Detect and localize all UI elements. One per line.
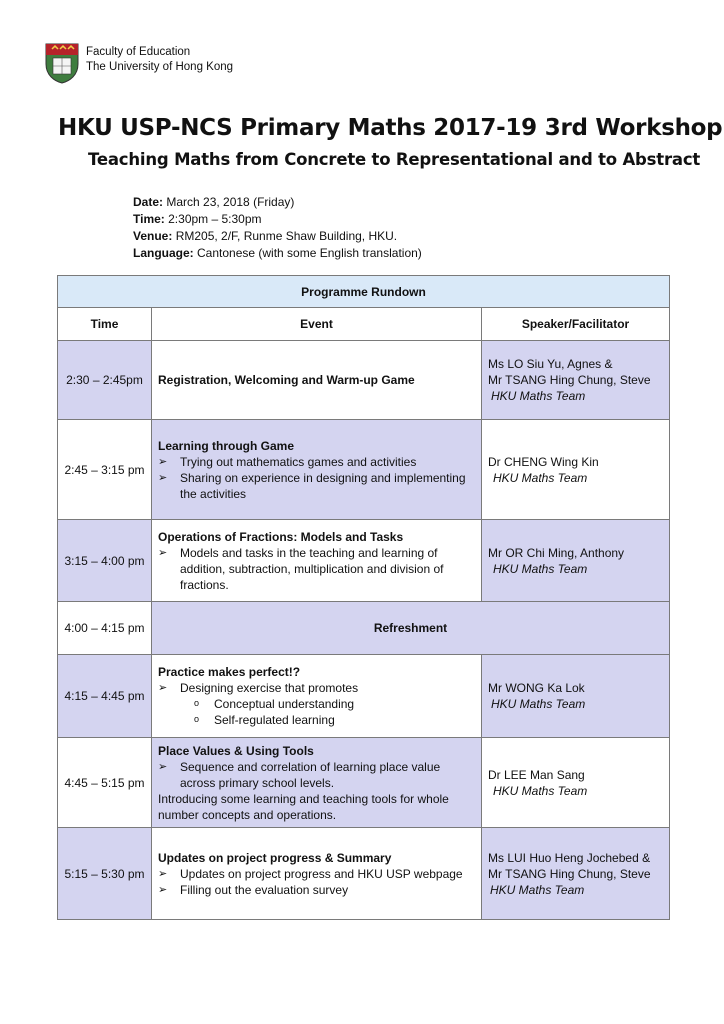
title-row (58, 108, 723, 148)
table-row (58, 520, 670, 602)
faculty-line: Faculty of Education (86, 46, 191, 58)
list-item: o Conceptual understanding (192, 696, 475, 712)
row-time: 4:45 – 5:15 pm (58, 738, 152, 828)
team-name: HKU Maths Team (493, 783, 588, 798)
date-line (133, 194, 422, 211)
refreshment-cell: Refreshment (152, 602, 670, 655)
time-line (133, 211, 422, 228)
table-row (58, 341, 670, 420)
row-event-title: Learning through Game (158, 438, 295, 453)
table-row (58, 602, 670, 655)
list-item: o Self-regulated learning (192, 712, 475, 728)
row-event-title: Updates on project progress & Summary (158, 850, 392, 865)
row-event (152, 828, 482, 920)
row-speaker (482, 341, 670, 420)
table-row (58, 655, 670, 738)
row-time: 2:30 – 2:45pm (58, 341, 152, 420)
team-name: HKU Maths Team (491, 389, 586, 403)
date-label: Date: (133, 195, 164, 209)
list-item: ➢ Filling out the evaluation survey (158, 882, 475, 898)
bullet-list (158, 680, 475, 696)
language-line (133, 245, 422, 262)
speaker-name: Mr OR Chi Ming, Anthony (488, 545, 625, 560)
table-caption: Programme Rundown (58, 276, 670, 308)
row-speaker (482, 828, 670, 920)
row-event-title: Practice makes perfect!? (158, 665, 301, 679)
venue-line (133, 228, 422, 245)
list-item: ➢ Updates on project progress and HKU USP webpage (158, 866, 475, 882)
bullet-list (158, 866, 475, 898)
time-value: 2:30pm – 5:30pm (164, 212, 262, 226)
date-value: March 23, 2018 (Friday) (163, 195, 295, 209)
speaker-name: Mr TSANG Hing Chung, Steve (488, 866, 651, 881)
subtitle: Teaching Maths from Concrete to Representational and to Abstract (88, 150, 701, 169)
row-event (152, 738, 482, 828)
list-item: ➢ Sequence and correlation of learning place value across primary school levels. (158, 759, 475, 791)
team-name: HKU Maths Team (493, 561, 588, 576)
row-speaker (482, 655, 670, 738)
row-time: 2:45 – 3:15 pm (58, 420, 152, 520)
row-time: 4:00 – 4:15 pm (58, 602, 152, 655)
team-name: HKU Maths Team (493, 470, 588, 485)
team-name: HKU Maths Team (490, 882, 585, 897)
speaker-name: Mr TSANG Hing Chung, Steve (488, 373, 651, 387)
column-header-row (58, 308, 670, 341)
row-time: 3:15 – 4:00 pm (58, 520, 152, 602)
row-speaker (482, 520, 670, 602)
table-row (58, 738, 670, 828)
list-item: ➢ Trying out mathematics games and activities (158, 454, 475, 470)
hku-crest-icon (44, 42, 80, 84)
list-item: ➢ Models and tasks in the teaching and learning of addition, subtraction, multiplication and division of fractions. (158, 545, 475, 593)
row-event (152, 520, 482, 602)
sub-bullet-list (158, 696, 475, 728)
column-header-speaker: Speaker/Facilitator (482, 308, 670, 341)
row-time: 4:15 – 4:45 pm (58, 655, 152, 738)
row-event (152, 420, 482, 520)
event-note: Introducing some learning and teaching tools for whole number concepts and operations. (158, 791, 449, 822)
language-value: Cantonese (with some English translation) (193, 246, 422, 260)
speaker-name: Dr LEE Man Sang (488, 767, 585, 782)
faculty-name (86, 42, 233, 75)
bullet-list (158, 759, 475, 791)
column-header-time: Time (58, 308, 152, 341)
speaker-name: Ms LUI Huo Heng Jochebed & (488, 850, 651, 865)
university-line: The University of Hong Kong (86, 61, 234, 73)
row-event-title: Operations of Fractions: Models and Tasks (158, 529, 404, 544)
column-header-event: Event (152, 308, 482, 341)
main-title: HKU USP-NCS Primary Maths 2017-19 (58, 115, 537, 141)
speaker-name: Dr CHENG Wing Kin (488, 454, 599, 469)
event-details (133, 194, 422, 262)
table-caption-row (58, 276, 670, 308)
bullet-list (158, 454, 475, 502)
venue-label: Venue: (133, 229, 173, 243)
venue-value: RM205, 2/F, Runme Shaw Building, HKU. (172, 229, 398, 243)
speaker-name: Ms LO Siu Yu, Agnes & (488, 357, 613, 371)
speaker-name: Mr WONG Ka Lok (488, 681, 585, 695)
row-speaker (482, 738, 670, 828)
programme-table (57, 275, 670, 920)
language-label: Language: (133, 246, 194, 260)
row-time: 5:15 – 5:30 pm (58, 828, 152, 920)
list-item: ➢ Designing exercise that promotes (158, 680, 475, 696)
time-label: Time: (133, 212, 165, 226)
document-header (44, 42, 233, 84)
row-speaker (482, 420, 670, 520)
row-event (152, 655, 482, 738)
list-item: ➢ Sharing on experience in designing and implementing the activities (158, 470, 475, 502)
team-name: HKU Maths Team (491, 697, 586, 711)
row-event-title: Registration, Welcoming and Warm-up Game (152, 341, 482, 420)
table-row (58, 420, 670, 520)
table-row (58, 828, 670, 920)
row-event-title: Place Values & Using Tools (158, 743, 314, 758)
bullet-list (158, 545, 475, 593)
workshop-title: 3rd Workshop (544, 115, 723, 141)
